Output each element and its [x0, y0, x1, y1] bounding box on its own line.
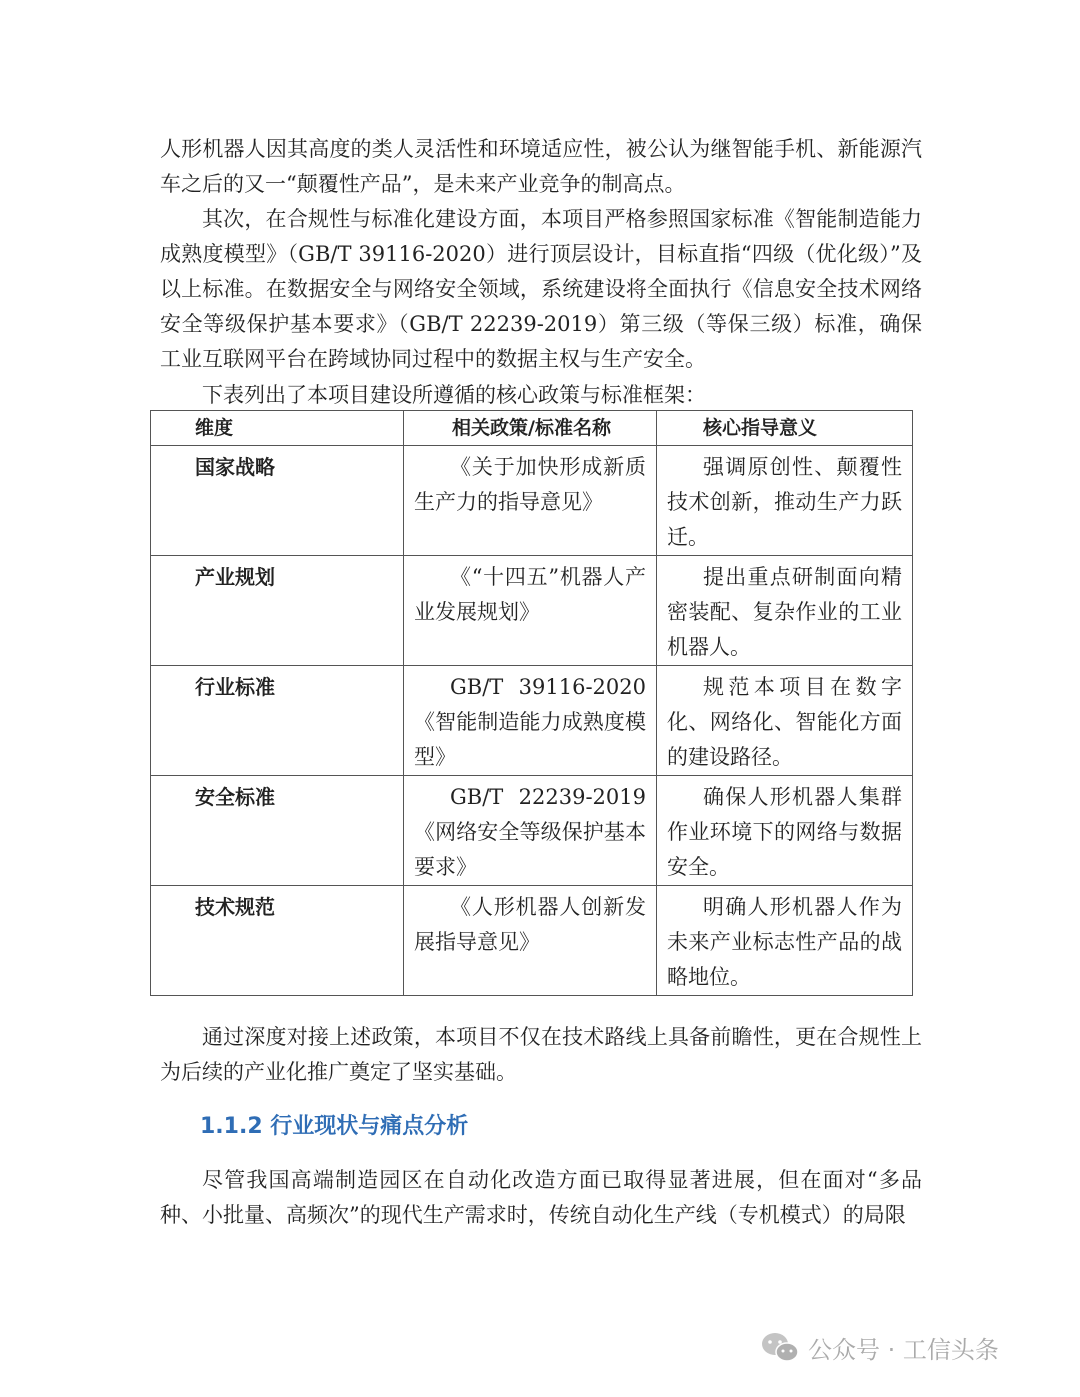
- cell-dimension: 安全标准: [151, 776, 404, 886]
- paragraph-industry-status: 尽管我国高端制造园区在自动化改造方面已取得显著进展，但在面对“多品种、小批量、高频次”的现代生产需求时，传统自动化生产线（专机模式）的局限: [160, 1168, 922, 1227]
- table-row: [151, 886, 913, 996]
- table-header-row: [151, 411, 913, 446]
- paragraph-intro-continued: 人形机器人因其高度的类人灵活性和环境适应性，被公认为继智能手机、新能源汽车之后的又一“颠覆性产品”，是未来产业竞争的制高点。: [160, 137, 922, 196]
- cell-significance: 规范本项目在数字化、网络化、智能化方面的建设路径。: [657, 666, 913, 776]
- column-header-significance: 核心指导意义: [657, 411, 913, 446]
- paragraph-compliance: 其次，在合规性与标准化建设方面，本项目严格参照国家标准《智能制造能力成熟度模型》（GB/T 39116-2020）进行顶层设计，目标直指“四级（优化级）”及以上标准。在数据安全与网络安全领域，系统建设将全面执行《信息安全技术网络安全等级保护基本要求》（GB/T 22239-2019）第三级（等保三级）标准，确保工业互联网平台在跨域协同过程中的数据主权与生产安全。: [160, 207, 922, 371]
- cell-significance: 明确人形机器人作为未来产业标志性产品的战略地位。: [657, 886, 913, 996]
- table-row: [151, 776, 913, 886]
- cell-dimension: 国家战略: [151, 446, 404, 556]
- cell-significance: 确保人形机器人集群作业环境下的网络与数据安全。: [657, 776, 913, 886]
- table-row: [151, 556, 913, 666]
- watermark: [760, 1330, 999, 1365]
- wechat-icon: [760, 1331, 800, 1365]
- policy-standards-table: [150, 410, 913, 996]
- paragraph-conclusion: 通过深度对接上述政策，本项目不仅在技术路线上具备前瞻性，更在合规性上为后续的产业化推广奠定了坚实基础。: [160, 1025, 922, 1084]
- paragraph-table-intro: 下表列出了本项目建设所遵循的核心政策与标准框架：: [202, 383, 706, 407]
- cell-significance: 提出重点研制面向精密装配、复杂作业的工业机器人。: [657, 556, 913, 666]
- cell-policy: GB/T 22239-2019《网络安全等级保护基本要求》: [404, 776, 657, 886]
- column-header-dimension: 维度: [151, 411, 404, 446]
- cell-dimension: 产业规划: [151, 556, 404, 666]
- cell-dimension: 技术规范: [151, 886, 404, 996]
- cell-policy: 《关于加快形成新质生产力的指导意见》: [404, 446, 657, 556]
- cell-policy: GB/T 39116-2020《智能制造能力成熟度模型》: [404, 666, 657, 776]
- section-heading: 1.1.2 行业现状与痛点分析: [200, 1114, 469, 1139]
- cell-significance: 强调原创性、颠覆性技术创新，推动生产力跃迁。: [657, 446, 913, 556]
- cell-policy: 《“十四五”机器人产业发展规划》: [404, 556, 657, 666]
- cell-policy: 《人形机器人创新发展指导意见》: [404, 886, 657, 996]
- cell-dimension: 行业标准: [151, 666, 404, 776]
- column-header-policy: 相关政策/标准名称: [404, 411, 657, 446]
- table-row: [151, 666, 913, 776]
- table-row: [151, 446, 913, 556]
- watermark-text: 公众号 · 工信头条: [808, 1336, 999, 1364]
